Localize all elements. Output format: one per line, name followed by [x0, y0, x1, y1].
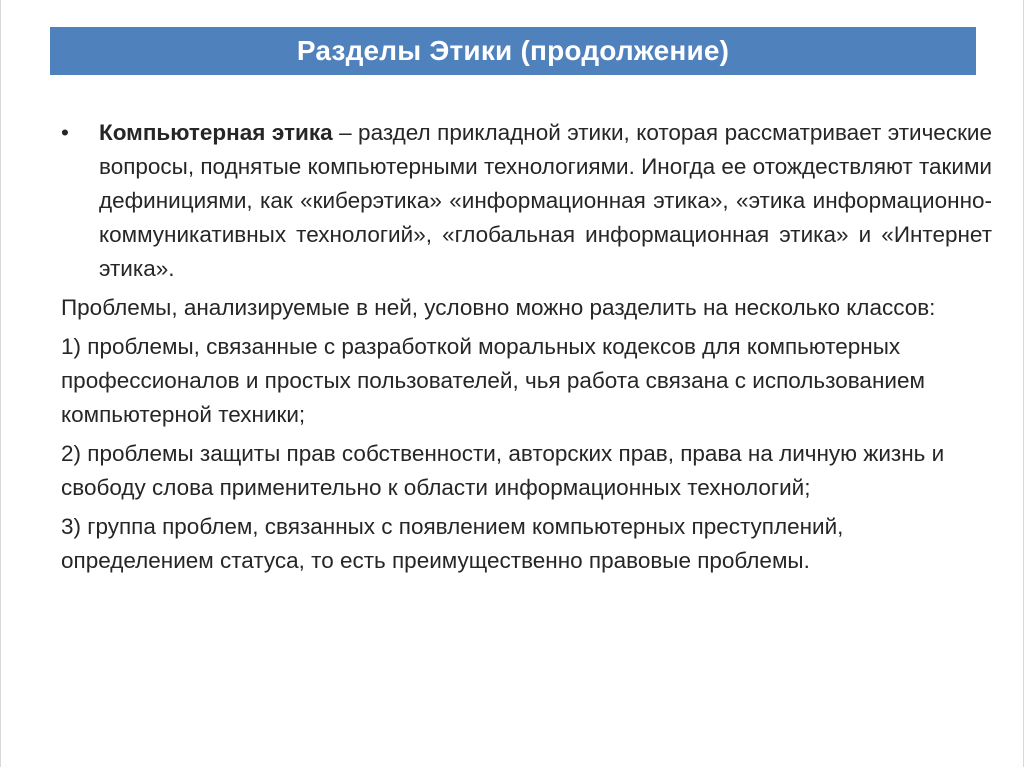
paragraph-problem-3: 3) группа проблем, связанных с появлением компьютерных преступлений, определением статуса, то есть преимущественно правовые проблемы.	[61, 514, 844, 573]
paragraph-problem-1: 1) проблемы, связанные с разработкой моральных кодексов для компьютерных профессионалов и простых пользователей, чья работа связана с использованием компьютерной техники;	[61, 334, 925, 427]
bullet-text: – раздел прикладной этики, которая рассматривает этические вопросы, поднятые компьютерными технологиями. Иногда ее отождествляют такими дефинициями, как «киберэтика» «информационная этика», «этика информационно-коммуникативных технологий», «глобальная информационная этика» и «Интернет этика».	[99, 120, 992, 281]
bullet-dot-icon: •	[61, 120, 69, 145]
bullet-item	[61, 116, 992, 286]
title-bar	[50, 27, 976, 75]
paragraph-problem-2: 2) проблемы защиты прав собственности, авторских прав, права на личную жизнь и свободу слова применительно к области информационных технологий;	[61, 441, 945, 500]
slide-title: Разделы Этики (продолжение)	[296, 35, 730, 66]
bullet-term: Компьютерная этика	[99, 120, 333, 145]
paragraph-intro: Проблемы, анализируемые в ней, условно можно разделить на несколько классов:	[61, 295, 936, 320]
slide-body	[61, 116, 992, 578]
